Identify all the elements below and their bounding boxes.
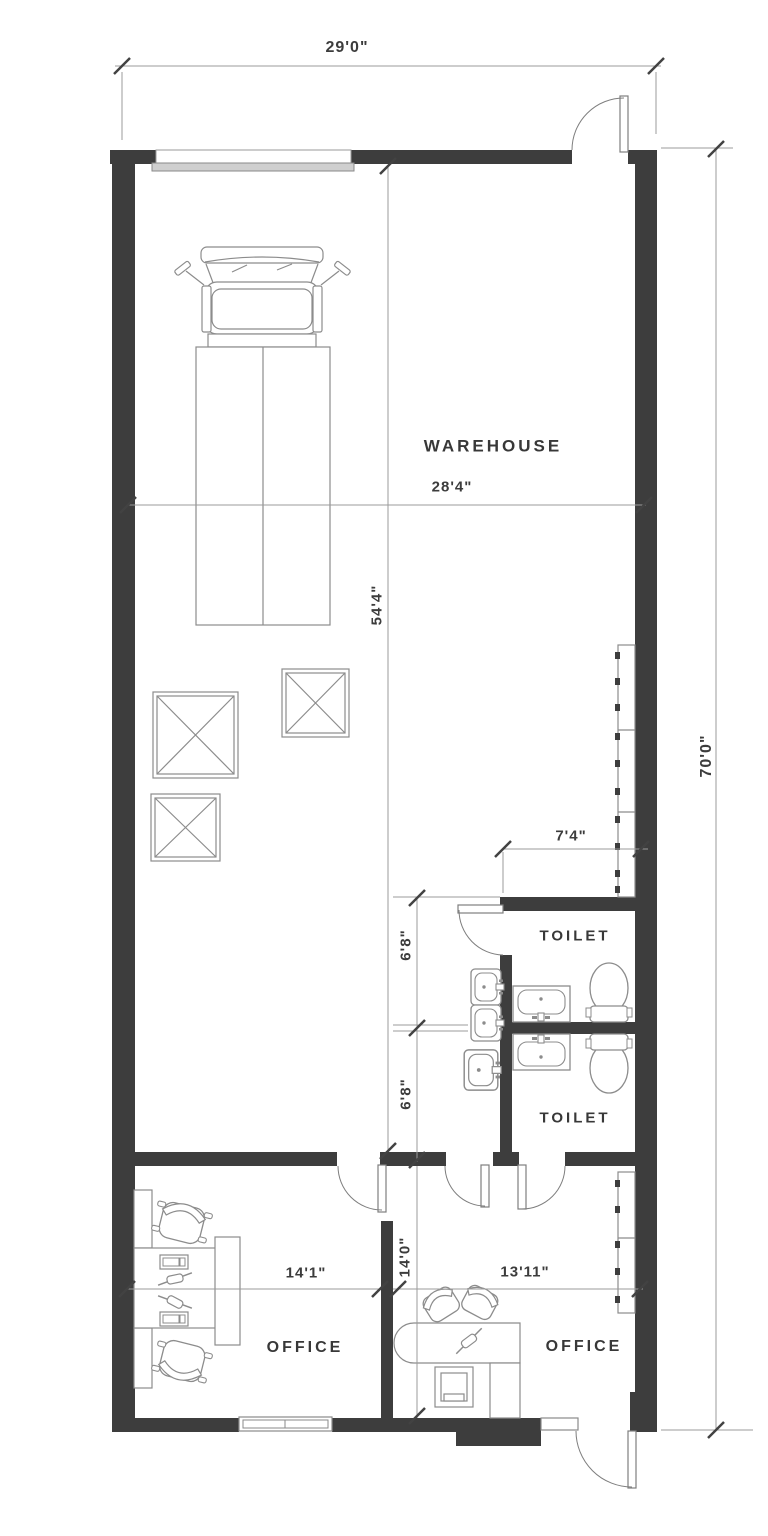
wash-basin-3 — [464, 1050, 501, 1090]
room-label-toilet-bottom: TOILET — [539, 1109, 611, 1127]
wall-toilet-top — [500, 897, 636, 911]
overhead-door-panel — [152, 163, 354, 171]
truck-pillar-left — [202, 286, 211, 332]
room-label-toilet-top: TOILET — [539, 927, 611, 945]
desk-l-return — [490, 1363, 520, 1418]
vanity-toilet-top — [513, 986, 570, 1022]
task-chair — [150, 1337, 213, 1386]
toilet-top-fixture — [586, 963, 632, 1022]
crate — [153, 692, 238, 778]
desk-l-shape — [394, 1323, 520, 1363]
room-label-office-right: OFFICE — [545, 1338, 623, 1355]
crate — [151, 794, 220, 861]
dim-label-warehouse-length: 54'4" — [368, 584, 386, 626]
door-hallway-left — [445, 1165, 489, 1207]
door-toilet-top — [458, 905, 503, 955]
door-toilet-bottom — [518, 1165, 565, 1209]
truck-mirror-right — [321, 261, 351, 285]
entry-door-top-right — [572, 96, 628, 152]
wash-basin-2 — [471, 1005, 504, 1041]
truck-wiper-1 — [232, 265, 247, 272]
window-right-office — [541, 1418, 578, 1430]
dim-label-toilet-zone-width: 7'4" — [555, 827, 587, 845]
entry-door-bottom-right — [576, 1431, 636, 1488]
wall-office-front-stub — [493, 1152, 519, 1166]
dim-label-toilet-top-depth: 6'8" — [397, 929, 415, 961]
truck-seat — [212, 289, 312, 329]
wall-left — [112, 150, 135, 1432]
wall-bottom-corner — [630, 1392, 657, 1432]
truck-wiper-2 — [277, 264, 292, 270]
wall-toilet-middle — [500, 1022, 636, 1034]
dim-label-right-office-width: 13'11" — [500, 1263, 550, 1281]
wall-office-front-1 — [112, 1152, 337, 1166]
desk-chair-tucked — [435, 1367, 473, 1407]
storage-crates — [151, 669, 349, 861]
desk-wing-top — [134, 1190, 152, 1248]
wall-office-front-3 — [565, 1152, 635, 1166]
keyboard — [160, 1255, 188, 1269]
dim-label-building-length: 70'0" — [698, 734, 715, 778]
wall-bottom-2 — [332, 1418, 456, 1432]
room-label-warehouse: WAREHOUSE — [423, 436, 563, 456]
wall-bottom-1 — [112, 1418, 239, 1432]
desk-return — [215, 1237, 240, 1345]
cabinet-warehouse — [615, 645, 635, 897]
overhead-door-opening — [156, 150, 351, 163]
crate — [282, 669, 349, 737]
dim-label-office-depth: 14'0" — [396, 1236, 414, 1278]
truck-bumper — [201, 247, 323, 263]
dim-label-toilet-bottom-depth: 6'8" — [397, 1078, 415, 1110]
dim-label-left-office-width: 14'1" — [285, 1264, 327, 1282]
guest-chair — [458, 1282, 501, 1323]
vanity-toilet-bottom — [513, 1034, 570, 1070]
dim-label-warehouse-width: 28'4" — [431, 478, 473, 496]
truck — [174, 247, 351, 625]
window-left-office — [239, 1417, 332, 1431]
door-left-office — [338, 1165, 386, 1212]
keyboard — [160, 1312, 188, 1326]
truck-pillar-right — [313, 286, 322, 332]
truck-mirror-left — [174, 261, 204, 285]
desk-wing-bottom — [134, 1328, 152, 1388]
wall-bottom-thick — [456, 1418, 541, 1446]
wall-top-middle — [351, 150, 572, 164]
dim-label-building-width: 29'0" — [325, 39, 369, 56]
wall-right — [635, 150, 657, 1432]
truck-cab-base — [208, 334, 316, 347]
room-label-office-left: OFFICE — [266, 1339, 344, 1356]
office-right-furniture — [394, 1282, 520, 1418]
wash-basin-1 — [471, 969, 504, 1005]
cabinet-office-right — [615, 1172, 635, 1313]
wall-office-divider — [381, 1221, 393, 1418]
task-chair — [150, 1198, 213, 1247]
toilet-bottom-fixture — [586, 1034, 632, 1093]
